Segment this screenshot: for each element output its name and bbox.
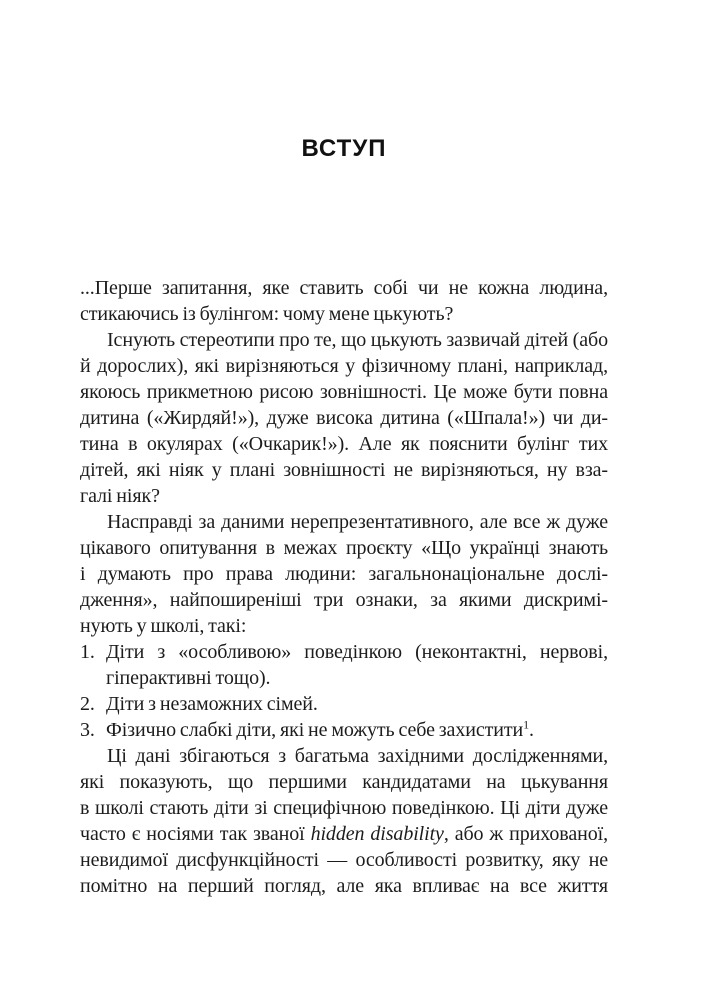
text-line: й дорослих), які вирізняються у фізичному плані, наприклад, — [80, 355, 608, 377]
list-item — [80, 639, 608, 691]
text-line: 3. Фізично слабкі діти, які не можуть себе захистити$^1$. — [80, 717, 534, 741]
text-line: в школі стають діти зі специфічною поведінкою. Ці діти дуже — [80, 797, 608, 819]
text-line: Ці дані збігаються з багатьма західними дослідженнями, — [107, 745, 608, 767]
text-line: гіперактивні тощо). — [106, 667, 271, 689]
emphasized-text: hidden disability — [310, 823, 444, 845]
text-line: тина в окулярах («Очкарик!»). Але як пояснити булінг тих — [80, 433, 608, 455]
text-line: стикаючись із булінгом: чому мене цькують? — [80, 303, 454, 325]
text-line: які показують, що першими кандидатами на цькування — [80, 771, 608, 793]
paragraph — [80, 743, 608, 899]
text-line: ...Перше запитання, яке ставить собі чи не кожна людина, — [80, 277, 608, 299]
paragraph — [80, 509, 608, 639]
text-line: помітно на перший погляд, але яка впливає на все життя — [80, 875, 608, 897]
footnote-ref: 1 — [523, 717, 530, 732]
text-line: галі ніяк? — [80, 485, 160, 507]
text-line: якоюсь прикметною рисою зовнішності. Це може бути повна — [80, 381, 608, 403]
list-number: 3. — [80, 719, 95, 741]
text-line: і думають про права людини: загальнонаціональне дослі- — [80, 563, 608, 585]
text-line: невидимої дисфункційності — особливості розвитку, яку не — [80, 849, 608, 871]
text-line: дітей, які ніяк у плані зовнішності не вирізняються, ну вза- — [80, 459, 608, 481]
paragraph — [80, 327, 608, 509]
body-text — [80, 275, 608, 899]
text-line: дження», найпоширеніші три ознаки, за якими дискримі- — [80, 589, 608, 611]
list-number: 1. — [80, 641, 95, 663]
list-number: 2. — [80, 693, 95, 715]
text-line: часто є носіями так званої hidden disability, або ж прихованої, — [80, 823, 608, 845]
text-line: 2. Діти з незаможних сімей. — [80, 693, 318, 715]
text-line: Насправді за даними нерепрезентативного, але все ж дуже — [107, 511, 608, 533]
text-line: 1. Діти з «особливою» поведінкою (неконтактні, нервові, — [80, 641, 608, 663]
text-line: нують у школі, такі: — [80, 615, 247, 637]
list-item — [80, 691, 608, 717]
list-item — [80, 717, 608, 743]
paragraph — [80, 275, 608, 327]
text-line: дитина («Жирдяй!»), дуже висока дитина («Шпала!») чи ди- — [80, 407, 608, 429]
text-line: цікавого опитування в межах проєкту «Що українці знають — [80, 537, 608, 559]
page-title: ВСТУП — [301, 135, 387, 162]
text-line: Існують стереотипи про те, що цькують зазвичай дітей (або — [107, 329, 608, 351]
